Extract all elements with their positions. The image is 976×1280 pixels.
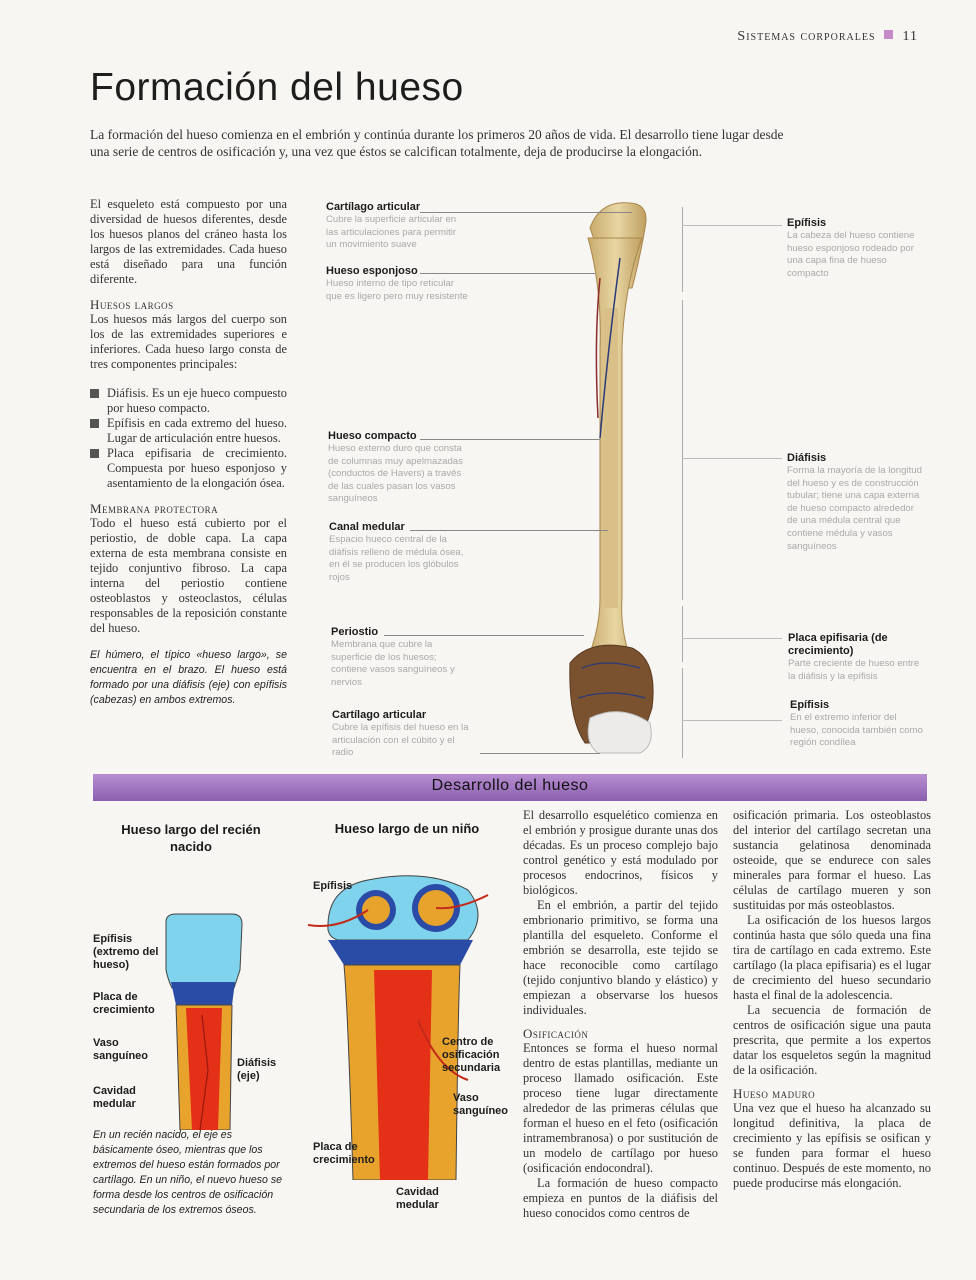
newborn-label-diafisis: Diáfisis (eje) xyxy=(237,1057,277,1082)
label-epifisis-bottom: Epífisis En el extremo inferior del hueso, conocida también como región condílea xyxy=(790,699,923,749)
newborn-label-placa: Placa de crecimiento xyxy=(93,991,155,1016)
heading-osificacion: Osificación xyxy=(523,1026,589,1041)
newborn-caption: En un recién nacido, el eje es básicamente óseo, mientras que los extremos del hueso están formados por cartílago. En un niño, el nuevo hueso se forma desde los centros de osificación secundaria de los extremos óseos. xyxy=(93,1129,283,1216)
left-column xyxy=(90,197,287,708)
bracket-epifisis-bottom xyxy=(682,668,683,758)
newborn-label-cavidad: Cavidad medular xyxy=(93,1085,136,1110)
col1-paragraph-2: En el embrión, a partir del tejido embrionario primitivo, se forma una plantilla del esqueleto. Conforme el embrión se desarrolla, este tejido se hace reconocible como cartílago (tejido conjuntivo blando y elástico) y empiezan a observarse los huesos individuales. xyxy=(523,898,718,1017)
newborn-heading: Hueso largo del recién nacido xyxy=(121,822,261,854)
section-band xyxy=(93,774,927,801)
newborn-label-epifisis: Epífisis (extremo del hueso) xyxy=(93,933,159,971)
child-label-cavidad: Cavidad medular xyxy=(396,1186,439,1211)
child-label-centro: Centro de osificación secundaria xyxy=(442,1036,501,1074)
child-bone-illustration xyxy=(308,870,493,1180)
label-hueso-esponjoso: Hueso esponjoso Hueso interno de tipo reticular que es ligero pero muy resistente xyxy=(326,265,468,302)
leader-line xyxy=(384,635,584,636)
leader-line xyxy=(480,753,600,754)
bracket-epifisis-top xyxy=(682,207,683,292)
leader-line xyxy=(420,212,632,213)
child-label-epifisis: Epífisis xyxy=(313,880,353,892)
page-number: 11 xyxy=(902,29,918,44)
bullet-square-icon xyxy=(90,449,99,458)
label-diafisis: Diáfisis Forma la mayoría de la longitud del hueso y es de construcción tubular; tiene una capa externa de hueso compacto alrededor de una médula central que contiene médula y vasos sanguíneos xyxy=(787,452,922,552)
text-column-1 xyxy=(523,808,718,1221)
label-hueso-compacto: Hueso compacto Hueso externo duro que consta de columnas muy apelmazadas (conductos de Havers) a través de las cuales pasan los vasos sanguíneos xyxy=(328,430,463,505)
col2-paragraph-2: La osificación de los huesos largos continúa hasta que sólo queda una fina tira de cartílago en cada extremo. Este cartílago (la placa epifisaria) es el lugar de crecimiento del hueso secundario hasta el final de la adolescencia. xyxy=(733,913,931,1002)
bracket-diafisis xyxy=(682,300,683,600)
page-title: Formación del hueso xyxy=(90,66,464,109)
running-header xyxy=(737,29,918,45)
leader-line xyxy=(682,638,782,639)
leader-line xyxy=(682,720,782,721)
heading-huesos-largos: Huesos largos xyxy=(90,297,174,312)
text-column-2 xyxy=(733,808,931,1191)
bracket-placa xyxy=(682,606,683,662)
section-name: Sistemas corporales xyxy=(737,29,876,44)
leader-line xyxy=(420,273,595,274)
bullet-square-icon xyxy=(90,389,99,398)
child-heading: Hueso largo de un niño xyxy=(334,821,480,836)
col2-paragraph-4: Una vez que el hueso ha alcanzado su longitud definitiva, la placa de crecimiento y las epífisis se osifican y se funden para formar el hueso continuo. Después de este momento, no puede producirse más elongación. xyxy=(733,1101,931,1190)
band-title: Desarrollo del hueso xyxy=(431,777,589,794)
label-placa-epifisaria: Placa epifisaria (de crecimiento) Parte creciente de hueso entre la diáfisis y la epífisis xyxy=(788,632,920,682)
intro-paragraph: La formación del hueso comienza en el embrión y continúa durante los primeros 20 años de vida. El desarrollo tiene lugar desde una serie de centros de osificación y, una vez que éstos se calcifican totalmente, deja de producirse la elongación. xyxy=(90,127,784,159)
humerus-caption: El húmero, el típico «hueso largo», se encuentra en el brazo. El hueso está formado por una diáfisis (eje) con epífisis (cabezas) en ambos extremos. xyxy=(90,649,287,706)
bullet-item: Placa epifisaria de crecimiento. Compuesta por hueso esponjoso y asentamiento de la elongación ósea. xyxy=(90,446,287,491)
label-cartilago-articular-bottom: Cartílago articular Cubre la epífisis del hueso en la articulación con el cúbito y el radio xyxy=(332,709,469,759)
label-periostio: Periostio Membrana que cubre la superficie de los huesos; contiene vasos sanguíneos y nervios xyxy=(331,626,455,688)
child-label-vaso: Vaso sanguíneo xyxy=(453,1092,509,1117)
leader-line xyxy=(682,458,782,459)
label-cartilago-articular-top: Cartílago articular Cubre la superficie articular en las articulaciones para permitir un movimiento suave xyxy=(326,201,457,251)
heading-hueso-maduro: Hueso maduro xyxy=(733,1086,816,1101)
child-label-placa: Placa de crecimiento xyxy=(313,1141,375,1166)
col1-paragraph-3: Entonces se forma el hueso normal dentro de estas plantillas, mediante un proceso llamado osificación. Este proceso tiene lugar directamente alrededor de las primeras células que forman el hueso en el feto (osificación intramembranosa) o por sustitución de un modelo de cartílago por hueso (osificación endocondral). xyxy=(523,1041,718,1175)
header-square-icon xyxy=(884,30,893,39)
humerus-illustration xyxy=(560,198,690,763)
col2-paragraph-1: osificación primaria. Los osteoblastos del interior del cartílago secretan una sustancia gelatinosa denominada osteoide, que se endurece con sales minerales para formar el hueso. Las células de cartílago mueren y son sustituidas por más osteoblastos. xyxy=(733,808,931,912)
newborn-label-vaso: Vaso sanguíneo xyxy=(93,1037,149,1062)
label-canal-medular: Canal medular Espacio hueco central de la diáfisis relleno de médula ósea, en él se producen los glóbulos rojos xyxy=(329,521,464,583)
col1-paragraph-1: El desarrollo esquelético comienza en el embrión y prosigue durante unas dos décadas. Es un proceso complejo bajo control genético y está modulado por procesos endocrinos, físicos y biológicos. xyxy=(523,808,718,897)
label-epifisis-top: Epífisis La cabeza del hueso contiene hueso esponjoso rodeado por una capa fina de hueso compacto xyxy=(787,217,915,279)
bullet-square-icon xyxy=(90,419,99,428)
heading-membrana-protectora: Membrana protectora xyxy=(90,501,219,516)
leader-line xyxy=(410,530,608,531)
col1-paragraph-4: La formación de hueso compacto empieza en puntos de la diáfisis del hueso conocidos como centros de xyxy=(523,1176,718,1220)
left-paragraph-2: Los huesos más largos del cuerpo son los de las extremidades superiores e inferiores. Cada hueso largo consta de tres componentes principales: xyxy=(90,312,287,371)
leader-line xyxy=(420,439,600,440)
left-paragraph-1: El esqueleto está compuesto por una diversidad de huesos diferentes, desde los huesos planos del cráneo hasta los largos de las extremidades. Cada hueso está diseñado para una función diferente. xyxy=(90,197,287,286)
newborn-bone-illustration xyxy=(162,910,246,1130)
bullet-item: Diáfisis. Es un eje hueco compuesto por hueso compacto. xyxy=(90,386,287,416)
left-paragraph-3: Todo el hueso está cubierto por el periostio, de doble capa. La capa externa de esta membrana consiste en tejido conjuntivo fibroso. La capa interna del periostio contiene osteoblastos y osteoclastos, células responsables de la reposición constante del hueso. xyxy=(90,516,287,635)
leader-line xyxy=(682,225,782,226)
col2-paragraph-3: La secuencia de formación de centros de osificación sigue una pauta prescrita, que permite a los expertos datar los esqueletos según la magnitud de la osificación. xyxy=(733,1003,931,1077)
bullet-item: Epífisis en cada extremo del hueso. Lugar de articulación entre huesos. xyxy=(90,416,287,446)
